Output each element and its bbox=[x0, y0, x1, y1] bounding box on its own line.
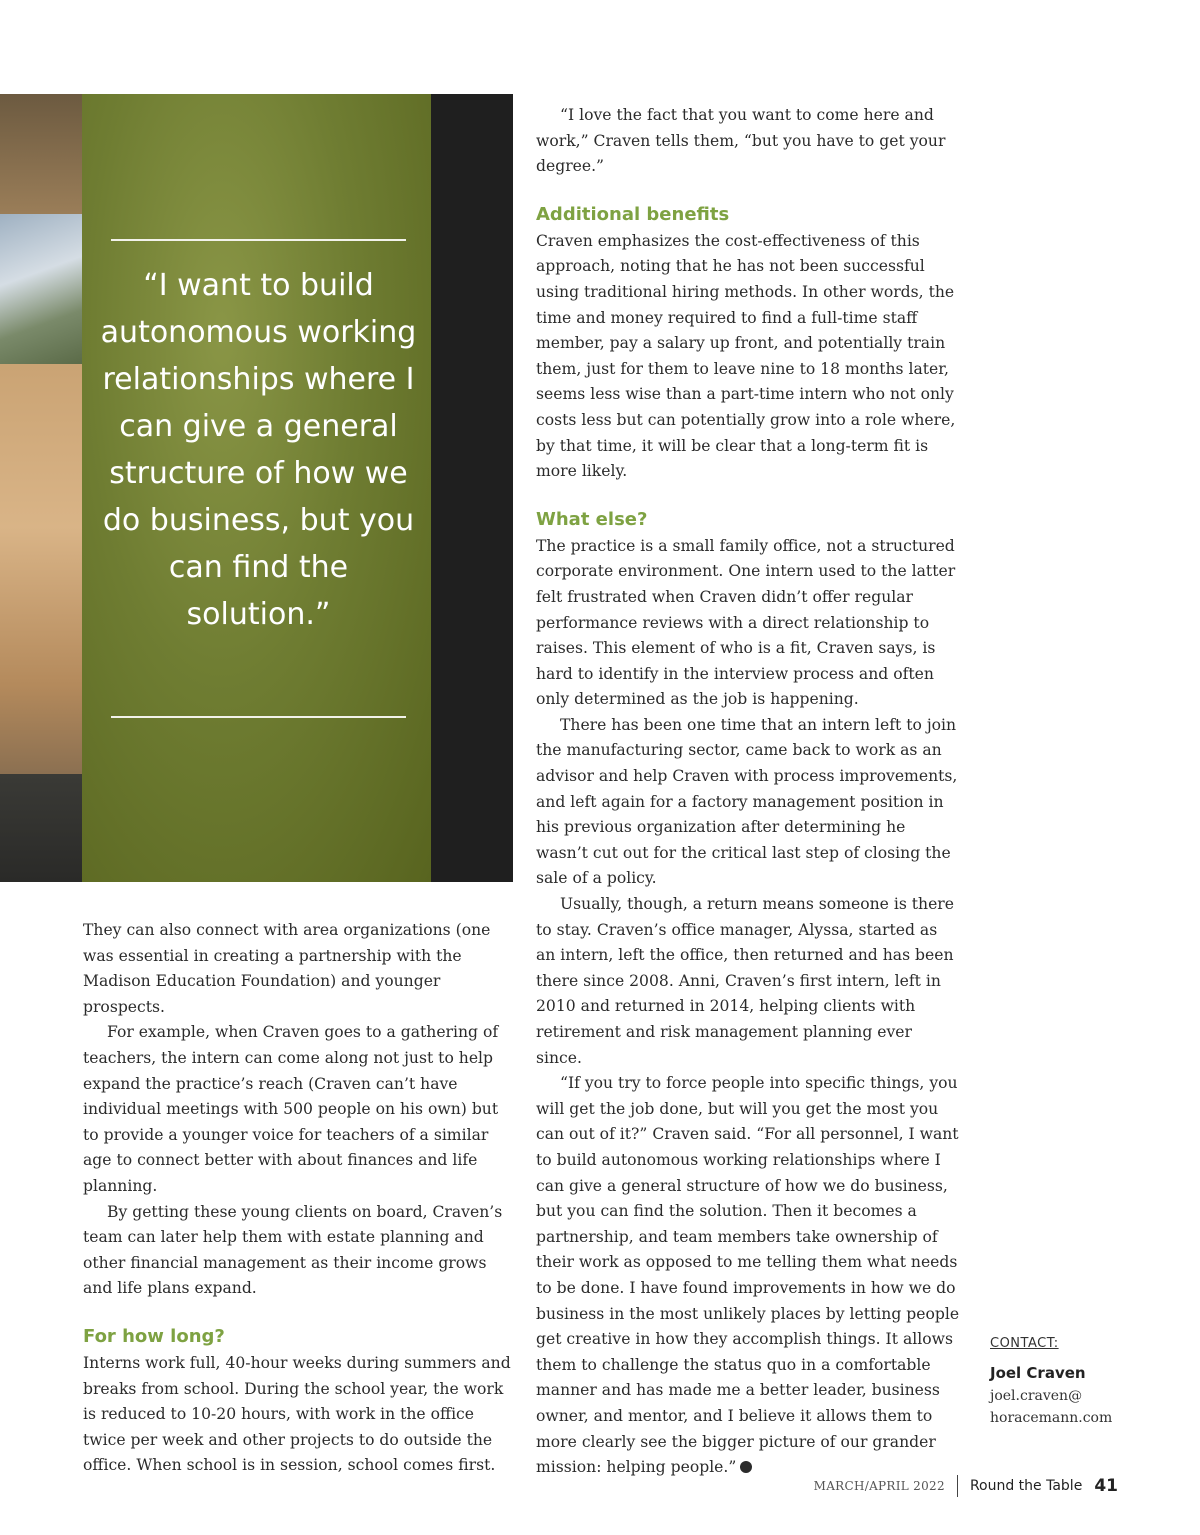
end-mark-icon bbox=[740, 1461, 752, 1473]
paragraph: By getting these young clients on board, Craven’s team can later help them with estate planning and other financial management as their income grows and life plans expand. bbox=[83, 1202, 503, 1298]
dark-band bbox=[431, 94, 513, 882]
quote-rule-top bbox=[111, 239, 406, 241]
paragraph: There has been one time that an intern left to join the manufacturing sector, came back to work as an advisor and help Craven with process improvements, and left again for a factory management position in his previous organization after determining he wasn’t cut out for the critical last step of closing the sale of a policy. bbox=[536, 715, 958, 888]
contact-label: CONTACT: bbox=[990, 1336, 1059, 1351]
issue-date: MARCH/APRIL 2022 bbox=[813, 1479, 945, 1493]
paragraph: Craven emphasizes the cost-effectiveness of this approach, noting that he has not been successful using traditional hiring methods. In other words, the time and money required to find a full-time staff member, pay a salary up front, and potentially train them, just for them to leave nine to 18 months later, seems less wise than a part-time intern who not only costs less but can potentially grow into a role where, by that time, it will be clear that a long-term fit is more likely. bbox=[536, 231, 956, 481]
paragraph: Usually, though, a return means someone is there to stay. Craven’s office manager, Alyssa, started as an intern, left the office, then returned and has been there since 2008. Anni, Craven’s first intern, left in 2010 and returned in 2014, helping clients with retirement and risk management planning ever since. bbox=[536, 895, 954, 1067]
photo-sign bbox=[0, 214, 82, 364]
magazine-name: Round the Table bbox=[969, 1478, 1083, 1494]
paragraph: For example, when Craven goes to a gathering of teachers, the intern can come along not just to help expand the practice’s reach (Craven can’t have individual meetings with 500 people on his own) but to provide a younger voice for teachers of a similar age to connect better with about finances and life planning. bbox=[83, 1023, 499, 1195]
section-heading-how-long: For how long? bbox=[83, 1325, 225, 1347]
footer-divider bbox=[957, 1475, 958, 1497]
paragraph: The practice is a small family office, not a structured corporate environment. One intern used to the latter felt frustrated when Craven didn’t offer regular performance reviews with a direct relationship to raises. This element of who is a fit, Craven says, is hard to identify in the interview process and often only determined as the job is happening. bbox=[536, 536, 956, 709]
photo-wall bbox=[0, 94, 82, 882]
right-column bbox=[536, 103, 961, 1481]
paragraph: “I love the fact that you want to come here and work,” Craven tells them, “but you have to get your degree.” bbox=[536, 106, 946, 176]
photo-desk bbox=[0, 774, 82, 882]
contact-email-line2: horacemann.com bbox=[990, 1410, 1113, 1426]
paragraph-text: “If you try to force people into specific things, you will get the job done, but will you get the most you can out of it?” Craven said. “For all personnel, I want to build autonomous working relationships where I can give a general structure of how we do business, but you can find the solution. Then it becomes a partnership, and team members take ownership of their work as opposed to me telling them what needs to be done. I have found improvements in how we do business in the most unlikely places by letting people get creative in how they accomplish things. It allows them to challenge the status quo in a comfortable manner and has made me a better leader, business owner, and mentor, and I believe it allows them to more clearly see the bigger picture of our grander mission: helping people.” bbox=[536, 1074, 960, 1477]
left-column bbox=[83, 918, 513, 1479]
page-number: 41 bbox=[1094, 1476, 1118, 1496]
page-footer bbox=[814, 1473, 1118, 1499]
contact-email-line1: joel.craven@ bbox=[990, 1388, 1083, 1404]
paragraph: They can also connect with area organizations (one was essential in creating a partnership with the Madison Education Foundation) and younger prospects. bbox=[83, 921, 491, 1016]
contact-name: Joel Craven bbox=[990, 1364, 1086, 1382]
section-heading-benefits: Additional benefits bbox=[536, 203, 730, 225]
paragraph-final bbox=[536, 1071, 961, 1481]
pull-quote: “I want to build autonomous working relationships where I can give a general structure of how we do business, but you can find the solution.” bbox=[100, 268, 417, 632]
paragraph: Interns work full, 40-hour weeks during summers and breaks from school. During the school year, the work is reduced to 10-20 hours, with work in the office twice per week and other projects to do outside the office. When school is in session, school comes first. bbox=[83, 1353, 511, 1475]
section-heading-what-else: What else? bbox=[536, 508, 648, 530]
quote-rule-bottom bbox=[111, 716, 406, 718]
contact-box bbox=[990, 1333, 1180, 1429]
